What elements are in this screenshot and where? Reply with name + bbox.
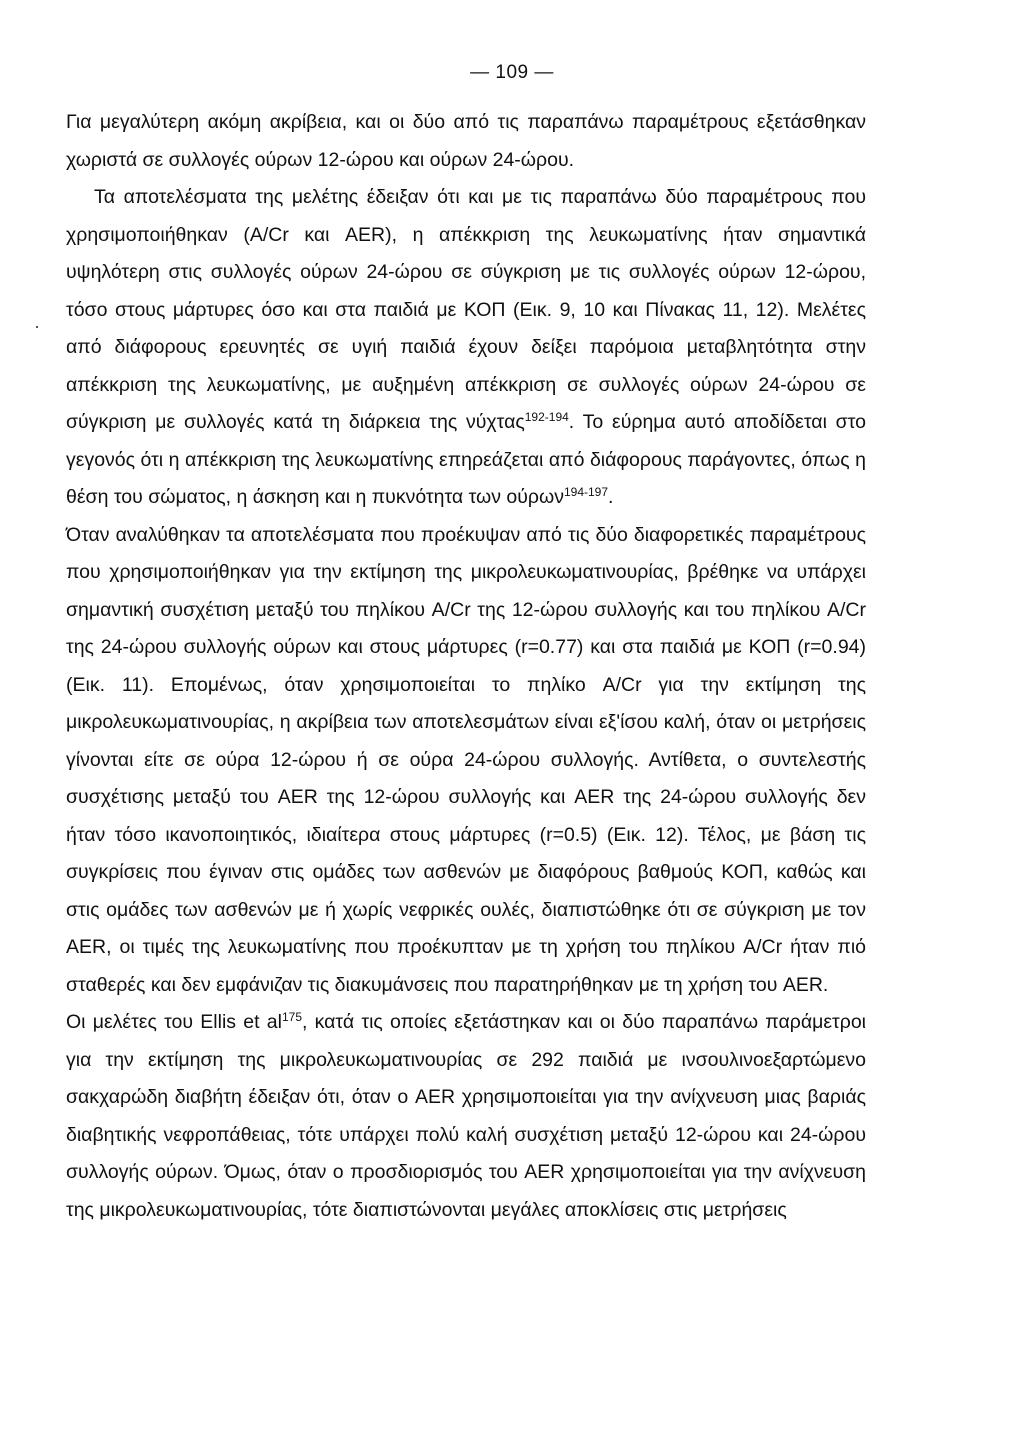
paragraph-p1 [66,104,866,179]
paragraph-text: Τα αποτελέσματα της μελέτης έδειξαν ότι και με τις παραπάνω δύο παραμέτρους που χρησιμοποιήθηκαν (A/Cr και AER), η απέκκριση της λευκωματίνης ήταν σημαντικά υψηλότερη στις συλλογές ούρων 24-ώρου σε σύγκριση με τις συλλογές ούρων 12-ώρου, τόσο στους μάρτυρες όσο και στα παιδιά με ΚΟΠ (Εικ. 9, 10 και Πίνακας 11, 12). Μελέτες από διάφορους ερευνητές σε υγιή παιδιά έχουν δείξει παρόμοια μεταβλητότητα στην απέκκριση της λευκωματίνης, με αυξημένη απέκκριση σε συλλογές ούρων 24-ώρου σε σύγκριση με συλλογές κατά τη διάρκεια της νύχτας [66,186,866,433]
page-number: — 109 — [470,62,554,83]
paragraph-p2 [66,179,866,517]
paragraph-p3 [66,517,866,1005]
citation-superscript: 175 [281,1010,302,1024]
citation-superscript: 192-194 [524,410,569,424]
margin-speck [36,326,38,328]
paragraph-text: , κατά τις οποίες εξετάστηκαν και οι δύο παραπάνω παράμετροι για την εκτίμηση της μικρολευκωματινουρίας σε 292 παιδιά με ινσουλινοεξαρτώμενο σακχαρώδη διαβήτη έδειξαν ότι, όταν ο AER χρησιμοποιείται για την ανίχνευση μιας βαριάς διαβητικής νεφροπάθειας, τότε υπάρχει πολύ καλή συσχέτιση μεταξύ 12-ώρου και 24-ώρου συλλογής ούρων. Όμως, όταν ο προσδιορισμός του AER χρησιμοποιείται για την ανίχνευση της μικρολευκωματινουρίας, τότε διαπιστώνονται μεγάλες αποκλίσεις στις μετρήσεις [66,1011,866,1221]
paragraph-p4 [66,1004,866,1229]
citation-superscript: 194-197 [563,485,609,499]
body-text [66,104,866,1229]
paragraph-text: . [608,486,614,508]
paragraph-text: Όταν αναλύθηκαν τα αποτελέσματα που προέκυψαν από τις δύο διαφορετικές παραμέτρους που χρησιμοποιήθηκαν για την εκτίμηση της μικρολευκωματινουρίας, βρέθηκε να υπάρχει σημαντική συσχέτιση μεταξύ του πηλίκου A/Cr της 12-ώρου συλλογής και του πηλίκου A/Cr της 24-ώρου συλλογής ούρων και στους μάρτυρες (r=0.77) και στα παιδιά με ΚΟΠ (r=0.94) (Εικ. 11). Επομένως, όταν χρησιμοποιείται το πηλίκο A/Cr για την εκτίμηση της μικρολευκωματινουρίας, η ακρίβεια των αποτελεσμάτων είναι εξ'ίσου καλή, όταν οι μετρήσεις γίνονται είτε σε ούρα 12-ώρου ή σε ούρα 24-ώρου συλλογής. Αντίθετα, ο συντελεστής συσχέτισης μεταξύ του AER της 12-ώρου συλλογής και AER της 24-ώρου συλλογής δεν ήταν τόσο ικανοποιητικός, ιδιαίτερα στους μάρτυρες (r=0.5) (Εικ. 12). Τέλος, με βάση τις συγκρίσεις που έγιναν στις ομάδες των ασθενών με διαφόρους βαθμούς ΚΟΠ, καθώς και στις ομάδες των ασθενών με ή χωρίς νεφρικές ουλές, διαπιστώθηκε ότι σε σύγκριση με τον AER, οι τιμές της λευκωματίνης που προέκυπταν με τη χρήση του πηλίκου A/Cr ήταν πιό σταθερές και δεν εμφάνιζαν τις διακυμάνσεις που παρατηρήθηκαν με τη χρήση του AER. [66,523,866,996]
paragraph-text: Οι μελέτες του Ellis et al [66,1011,282,1033]
paragraph-text: Για μεγαλύτερη ακόμη ακρίβεια, και οι δύο από τις παραπάνω παραμέτρους εξετάσθηκαν χωριστά σε συλλογές ούρων 12-ώρου και ούρων 24-ώρου. [66,111,866,171]
paragraph-text: . Το εύρημα αυτό αποδίδεται στο γεγονός ότι η απέκκριση της λευκωματίνης επηρεάζεται από διάφορους παράγοντες, όπως η θέση του σώματος, η άσκηση και η πυκνότητα των ούρων [66,411,866,508]
